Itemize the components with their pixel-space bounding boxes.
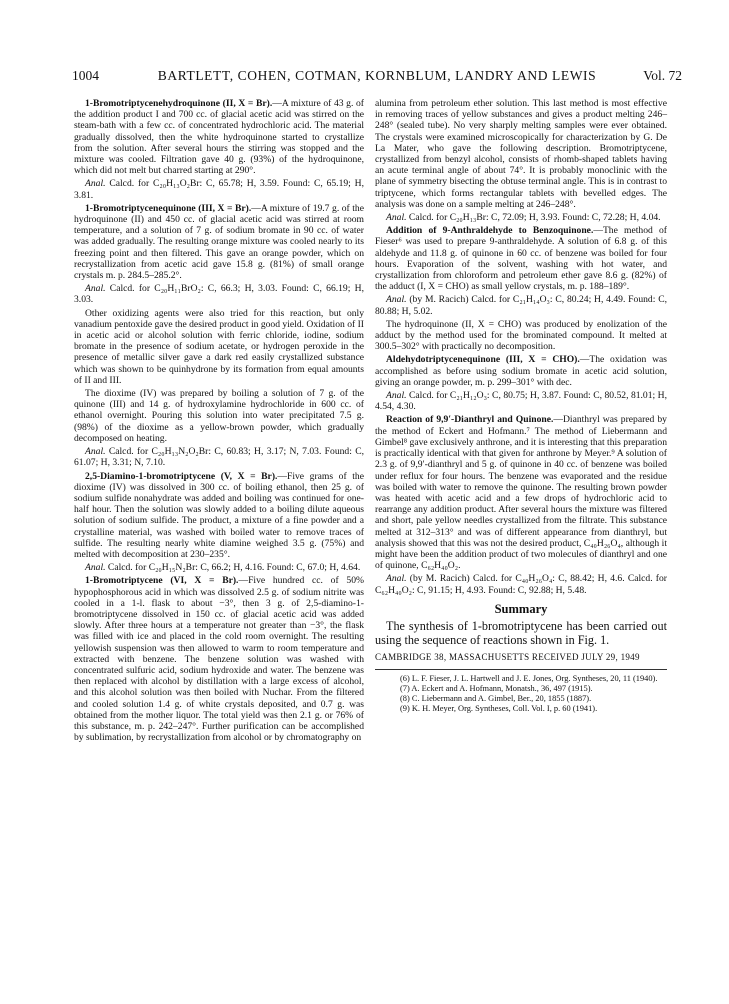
paragraph-text: Other oxidizing agents were also tried for this reaction, but only vanadium pentoxide gave the desired product in good yield. Oxidation of II in acetic acid or alcohol solution with ferric chloride, iodine, sodium bromate in the presence of sodium acetate, or hydrogen peroxide in the presence of metallic silver gave a dark red easily crystallized substance which was shown to be quinhydrone by its formation from equal amounts of II and III. bbox=[74, 307, 364, 386]
footnote: (9) K. H. Meyer, Org. Syntheses, Coll. Vol. I, p. 60 (1941). bbox=[400, 704, 598, 714]
paragraph-text: Calcd. for C₂₀H₁₅N₂Br: C, 66.2; H, 4.16. Found: C, 67.0; H, 4.64. bbox=[105, 562, 361, 574]
paragraph-text: —A mixture of 43 g. of the addition product I and 700 cc. of glacial acetic acid was stirred on the steam-bath with a few cc. of concentrated hydrochloric acid. The material gradually dissolved, then the white hydroquinone started to crystallize from the solution. After several hours the stirring was stopped and the mixture was cooled. Filtration gave 40 g. (93%) of the hydroquinone, which did not melt but charred starting at 290°. bbox=[74, 98, 364, 177]
running-title: BARTLETT, COHEN, COTMAN, KORNBLUM, LANDRY AND LEWIS bbox=[157, 68, 597, 83]
paragraph-lead: Aldehydotriptycenequinone (III, X = CHO). bbox=[386, 354, 580, 366]
page-number: 1004 bbox=[72, 68, 99, 83]
footnote: (8) C. Liebermann and A. Gimbel, Ber., 20, 1855 (1887). bbox=[400, 694, 592, 704]
paragraph bbox=[375, 354, 667, 388]
paragraph-text: —A mixture of 19.7 g. of the hydroquinone (II) and 450 cc. of glacial acetic acid was stirred at room temperature, and a solution of 7 g. of sodium bromate in 90 cc. of water was added gradually. The resulting orange mixture was cooled nearly to its freezing point and then filtered. This gave an orange powder, which on recrystallization from acetic acid gave 15.8 g. (81%) of small orange crystals m. p. 284.5–285.2°. bbox=[74, 202, 364, 282]
paragraph-text: (by M. Racich) Calcd. for C₄₀H₂₆O₄: C, 88.42; H, 4.6. Calcd. for C₆₂H₄₀O₂: C, 91.15; H, 4.93. Found: C, 92.88; H, 5.48. bbox=[375, 573, 667, 596]
paragraph-lead: Anal. bbox=[386, 294, 407, 306]
paragraph bbox=[375, 294, 667, 316]
summary-heading: Summary bbox=[494, 601, 548, 616]
paragraph bbox=[375, 573, 667, 595]
paragraph bbox=[74, 388, 364, 444]
paragraph bbox=[375, 390, 667, 412]
paragraph-text: —The method of Fieser⁶ was used to prepare 9-anthraldehyde. A solution of 6.8 g. of this aldehyde and 11.8 g. of quinone in 60 cc. of benzene was boiled for four hours. Evaporation of the solvent, washing with hot water, and crystallization from chloroform and petroleum ether gave 8.6 g. (82%) of the adduct (I, X = CHO) as small yellow crystals, m. p. 188–189°. bbox=[375, 225, 668, 293]
paragraph-text: —Dianthryl was prepared by the method of Eckert and Hofmann.⁷ The method of Liebermann and Gimbel⁸ gave exclusively anthrone, and it is interesting that this preparation is practically identical with that given for anthrone by Meyer.⁹ A solution of 2.3 g. of 9,9′-dianthryl and 5 g. of quinone in 40 cc. of benzene was boiled under reflux for four hours. The benzene was evaporated and the residue was boiled with water to remove the quinone. The resulting brown powder was heated with acetic acid and a few drops of hydrochloric acid to rearrange any addition product. After several hours the mixture was filtered and short, pale yellow needles crystallized from the filtrate. This substance melted at 312–313° and was of different appearance from dianthryl, but analysis showed that this was not the desired product, C₄₀H₂₆O₄, although it might have been the addition product of two molecules of dianthryl and one of quinone, C₆₂H₄₀O₂. bbox=[375, 414, 667, 572]
paragraph-text: Calcd. for C₂₀H₁₁BrO₂: C, 66.3; H, 3.03. Found: C, 66.19; H, 3.03. bbox=[74, 283, 364, 306]
page-header bbox=[72, 68, 682, 88]
paragraph bbox=[375, 414, 667, 571]
paragraph-lead: 1-Bromotriptycenehydroquinone (II, X = Br). bbox=[85, 98, 273, 109]
footnote-rule bbox=[375, 669, 667, 670]
paragraph-lead: 1-Bromotriptycene (VI, X = Br). bbox=[85, 575, 239, 587]
paragraph-text: Calcd. for C₂₀H₁₃N₂O₂Br: C, 60.83; H, 3.17; N, 7.03. Found: C, 61.07; H, 3.31; N, 7.10. bbox=[74, 446, 364, 469]
summary-text: The synthesis of 1-bromotriptycene has been carried out using the sequence of reactions shown in Fig. 1. bbox=[375, 618, 667, 647]
paragraph bbox=[74, 575, 364, 743]
paragraph-text: The hydroquinone (II, X = CHO) was produced by enolization of the adduct by the method used for the brominated compound. It melted at 300.5–302° with practically no decomposition. bbox=[375, 318, 667, 353]
paragraph-lead: Anal. bbox=[85, 283, 106, 295]
paragraph bbox=[74, 98, 364, 176]
paragraph bbox=[375, 225, 667, 292]
paragraph-text: Calcd. for C₂₀H₁₃O₂Br: C, 65.78; H, 3.59. Found: C, 65.19; H, 3.81. bbox=[74, 178, 364, 201]
paragraph bbox=[74, 283, 364, 305]
received-line: CAMBRIDGE 38, MASSACHUSETTS RECEIVED JULY 29, 1949 bbox=[375, 651, 640, 662]
paragraph bbox=[74, 562, 364, 573]
paragraph-text: The dioxime (IV) was prepared by boiling a solution of 7 g. of the quinone (III) and 14 g. of hydroxylamine hydrochloride in 600 cc. of ethanol overnight. Pouring this solution into water precipitated 7.5 g. (98%) of the dioxime as a yellow-brown powder, which gradually decomposed on heating. bbox=[74, 388, 364, 444]
paragraph-lead: 2,5-Diamino-1-bromotriptycene (V, X = Br). bbox=[85, 470, 278, 482]
paragraph bbox=[74, 308, 364, 386]
paragraph-text: alumina from petroleum ether solution. This last method is most effective in removing traces of yellow substances and gives a product melting 246–248° (sealed tube). No very sharply melting samples were ever obtained. The crystals were examined microscopically for characterization by G. De La Mater, who gave the following description. Bromotriptycene, crystallized from benzyl alcohol, consists of rhomb-shaped tablets having an acute terminal angle of about 74°. It is probably monoclinic with the plane of symmetry bisecting the obtuse terminal angle. This is in contrast to triptycene, which forms rectangular tablets with bevelled edges. The analysis was done on a sample melting at 246–248°. bbox=[375, 98, 667, 210]
paragraph-lead: Reaction of 9,9′-Dianthryl and Quinone. bbox=[386, 414, 554, 426]
paragraph-lead: Anal. bbox=[85, 446, 106, 458]
left-column bbox=[74, 98, 364, 743]
paragraph bbox=[375, 319, 667, 353]
paragraph-lead: Anal. bbox=[85, 562, 106, 574]
right-column-body bbox=[375, 98, 667, 596]
paragraph-lead: 1-Bromotriptycenequinone (III, X = Br). bbox=[85, 202, 252, 214]
footnote: (7) A. Eckert and A. Hofmann, Monatsh., 36, 497 (1915). bbox=[400, 684, 593, 694]
right-column bbox=[375, 98, 667, 714]
paragraph-text: Calcd. for C₂₁H₁₂O₃: C, 80.75; H, 3.87. Found: C, 80.52, 81.01; H, 4.54, 4.30. bbox=[375, 390, 667, 413]
paragraph-text: —Five hundred cc. of 50% hypophosphorous acid in which was dissolved 2.5 g. of sodium nitrite was cooled in a 1-l. flask to about −3°, then 3 g. of 2,5-diamino-1-bromotriptycene dissolved in 150 cc. of glacial acetic acid was added slowly. After three hours at a temperature not greater than −3°, the flask was filled with ice and placed in the cold room overnight. The resulting yellowish suspension was then allowed to warm to room temperature and extracted with benzene. The benzene solution was washed with concentrated sulfuric acid, sodium hydroxide and water. The benzene was then replaced with alcohol by distillation with a large excess of alcohol, and this alcohol solution was then boiled with Nuchar. From the filtered and cooled solution 1.4 g. of white crystals deposited, and 0.7 g. was obtained from the mother liquor. The total yield was then 2.1 g. or 76% of this substance, m. p. 242–247°. Further purification can be accomplished by sublimation, by recrystallization from alcohol or by chromatography on bbox=[74, 575, 364, 744]
paragraph-lead: Anal. bbox=[386, 573, 407, 585]
paragraph-lead: Anal. bbox=[85, 178, 106, 190]
footnotes bbox=[375, 674, 667, 714]
paragraph-text: (by M. Racich) Calcd. for C₂₁H₁₄O₃: C, 80.24; H, 4.49. Found: C, 80.88; H, 5.02. bbox=[375, 294, 667, 317]
paragraph bbox=[74, 203, 364, 281]
paragraph bbox=[375, 212, 667, 223]
paragraph-text: —The oxidation was accomplished as before using sodium bromate in acetic acid solution, giving an orange powder, m. p. 299–301° with dec. bbox=[375, 354, 667, 388]
footnote: (6) L. F. Fieser, J. L. Hartwell and J. E. Jones, Org. Syntheses, 20, 11 (1940). bbox=[400, 674, 658, 684]
paragraph bbox=[375, 98, 667, 210]
volume-label: Vol. 72 bbox=[643, 68, 682, 83]
paragraph-lead: Anal. bbox=[386, 212, 407, 224]
paragraph-text: —Five grams of the dioxime (IV) was dissolved in 300 cc. of boiling ethanol, then 25 g. of sodium sulfide nonahydrate was added and boiling was continued for one-half hour. Then the solution was slowly added to a boiling dilute aqueous solution of sodium sulfide. The product, a mixture of a fine powder and a crystalline material, was washed with boiled water to remove traces of sulfide. The resulting nearly white diamine weighed 3.5 g. (75%) and melted with decomposition at 230–235°. bbox=[74, 470, 364, 560]
paragraph bbox=[74, 446, 364, 468]
paragraph-text: Calcd. for C₂₀H₁₃Br: C, 72.09; H, 3.93. Found: C, 72.28; H, 4.04. bbox=[406, 212, 661, 224]
paragraph bbox=[74, 178, 364, 200]
paragraph-lead: Addition of 9-Anthraldehyde to Benzoquinone. bbox=[386, 225, 594, 237]
paragraph bbox=[74, 471, 364, 561]
paragraph-lead: Anal. bbox=[386, 390, 407, 402]
